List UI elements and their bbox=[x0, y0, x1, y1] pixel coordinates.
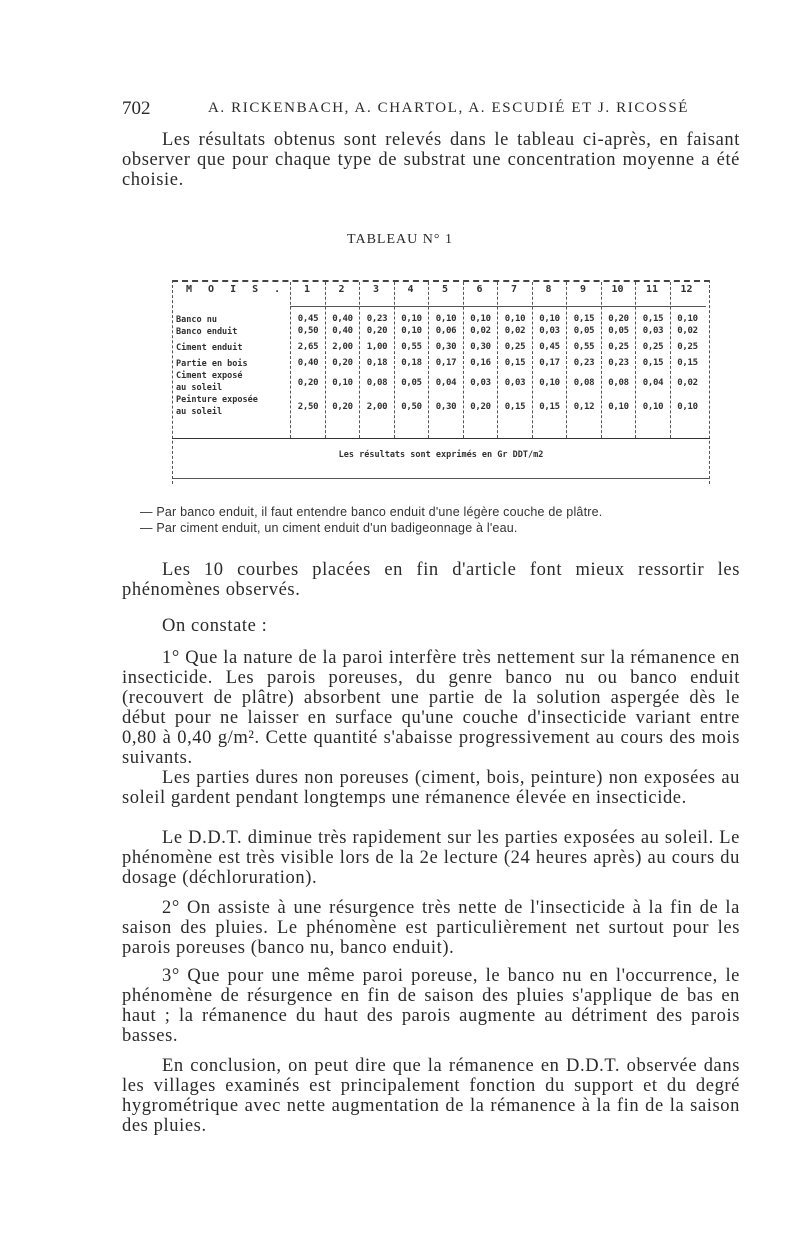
value-cell: 0,15 bbox=[677, 358, 698, 368]
value-cell: 0,04 bbox=[435, 378, 457, 388]
value-cell: 0,40 bbox=[332, 326, 353, 336]
table-foot-rule bbox=[172, 438, 710, 439]
paragraph-on-constate: On constate : bbox=[162, 616, 268, 636]
row-label-line: Ciment enduit bbox=[176, 343, 243, 353]
value-cell: 2,00 bbox=[366, 402, 388, 412]
paragraph-hard-parts: Les parties dures non poreuses (ciment, bois, peinture) non exposées au soleil gardent pendant longtemps une rémanence élevée en insecticide. bbox=[122, 768, 740, 808]
value-cell: 0,25 bbox=[608, 342, 629, 352]
value-cell: 0,10 bbox=[539, 314, 560, 324]
value-cell: 0,02 bbox=[504, 326, 526, 336]
value-cell: 0,05 bbox=[401, 378, 422, 388]
value-cell: 0,17 bbox=[435, 358, 457, 368]
table-bottom-rule bbox=[172, 478, 710, 479]
value-cell: 0,15 bbox=[573, 314, 595, 324]
value-cell: 0,30 bbox=[435, 402, 457, 412]
value-cell: 2,50 bbox=[297, 402, 319, 412]
month-label-5: 5 bbox=[441, 284, 449, 295]
paragraph-conclusion: En conclusion, on peut dire que la rémanence en D.D.T. observée dans les villages examinés est principalement fonction du support et du degré hygrométrique avec nette augmentation de la rémanence à la fin de la saison des pluies. bbox=[122, 1056, 740, 1136]
value-cell: 0,30 bbox=[470, 342, 491, 352]
value-cell: 0,17 bbox=[539, 358, 560, 368]
value-cell: 0,55 bbox=[573, 342, 595, 352]
value-cell: 0,10 bbox=[677, 314, 698, 324]
value-cell: 0,10 bbox=[470, 314, 491, 324]
value-cell: 0,10 bbox=[401, 326, 422, 336]
value-cell: 0,16 bbox=[470, 358, 491, 368]
paragraph-ddt-sun: Le D.D.T. diminue très rapidement sur les parties exposées au soleil. Le phénomène est très visible lors de la 2e lecture (24 heures après) au cours du dosage (déchloruration). bbox=[122, 828, 740, 888]
value-cell: 0,20 bbox=[332, 358, 353, 368]
month-label-2: 2 bbox=[338, 284, 345, 295]
value-cell: 1,00 bbox=[366, 342, 388, 352]
month-label-6: 6 bbox=[476, 284, 483, 295]
value-cell: 2,65 bbox=[297, 342, 319, 352]
month-label-11: 11 bbox=[645, 284, 659, 295]
value-cell: 0,18 bbox=[401, 358, 422, 368]
row-label-line: Peinture exposée bbox=[176, 395, 258, 405]
value-cell: 0,15 bbox=[642, 314, 664, 324]
row-label bbox=[176, 342, 243, 354]
row-label bbox=[176, 358, 248, 370]
value-cell: 0,20 bbox=[608, 314, 629, 324]
month-label-8: 8 bbox=[545, 284, 552, 295]
value-cell: 0,02 bbox=[470, 326, 491, 336]
table-top-border bbox=[172, 280, 710, 282]
value-cell: 0,40 bbox=[332, 314, 353, 324]
value-cell: 0,20 bbox=[366, 326, 388, 336]
value-cell: 0,20 bbox=[470, 402, 491, 412]
value-cell: 0,03 bbox=[504, 378, 526, 388]
value-cell: 0,03 bbox=[539, 326, 560, 336]
value-cell: 2,00 bbox=[332, 342, 353, 352]
page-number: 702 bbox=[122, 98, 151, 119]
value-cell: 0,10 bbox=[435, 314, 457, 324]
value-cell: 0,40 bbox=[297, 358, 319, 368]
value-cell: 0,20 bbox=[332, 402, 353, 412]
value-cell: 0,45 bbox=[539, 342, 560, 352]
value-cell: 0,05 bbox=[573, 326, 595, 336]
month-label-7: 7 bbox=[510, 284, 518, 295]
authors-header: A. RICKENBACH, A. CHARTOL, A. ESCUDIÉ ET J. RICOSSÉ bbox=[208, 100, 690, 116]
value-cell: 0,08 bbox=[366, 378, 388, 388]
value-cell: 0,15 bbox=[504, 402, 526, 412]
month-label-9: 9 bbox=[579, 284, 587, 295]
value-cell: 0,45 bbox=[297, 314, 319, 324]
value-cell: 0,25 bbox=[504, 342, 526, 352]
month-label-3: 3 bbox=[372, 284, 380, 295]
value-cell: 0,50 bbox=[401, 402, 422, 412]
paragraph-point-3: 3° Que pour une même paroi poreuse, le banco nu en l'occurrence, le phénomène de résurgence en fin de saison des pluies s'applique de bas en haut ; la rémanence du haut des parois augmente au détriment des parois basses. bbox=[122, 966, 740, 1046]
value-cell: 0,03 bbox=[642, 326, 664, 336]
row-label bbox=[176, 394, 258, 418]
value-cell: 0,10 bbox=[332, 378, 353, 388]
table-unit-note: Les résultats sont exprimés en Gr DDT/m2 bbox=[338, 450, 544, 460]
table-header-rule bbox=[290, 306, 706, 307]
month-label-1: 1 bbox=[303, 284, 311, 295]
value-cell: 0,15 bbox=[504, 358, 526, 368]
value-cell: 0,23 bbox=[366, 314, 388, 324]
paragraph-curves: Les 10 courbes placées en fin d'article font mieux ressortir les phénomènes observés. bbox=[122, 560, 740, 600]
value-cell: 0,03 bbox=[470, 378, 491, 388]
value-cell: 0,20 bbox=[297, 378, 319, 388]
running-header bbox=[122, 98, 742, 120]
value-cell: 0,08 bbox=[608, 378, 629, 388]
table-caption: TABLEAU N° 1 bbox=[347, 232, 453, 247]
month-label-4: 4 bbox=[407, 284, 414, 295]
value-cell: 0,25 bbox=[642, 342, 664, 352]
row-label bbox=[176, 326, 237, 338]
row-label-line: Partie en bois bbox=[176, 359, 248, 369]
row-label-line: Banco nu bbox=[176, 315, 217, 325]
value-cell: 0,10 bbox=[401, 314, 422, 324]
intro-paragraph: Les résultats obtenus sont relevés dans le tableau ci-après, en faisant observer que pour chaque type de substrat une concentration moyenne a été choisie. bbox=[122, 130, 740, 190]
value-cell: 0,04 bbox=[642, 378, 664, 388]
row-label-line: au soleil bbox=[176, 383, 223, 393]
footnote-ciment: — Par ciment enduit, un ciment enduit d'un badigeonnage à l'eau. bbox=[140, 521, 518, 535]
row-label-line: au soleil bbox=[176, 407, 223, 417]
value-cell: 0,15 bbox=[642, 358, 664, 368]
value-cell: 0,18 bbox=[366, 358, 388, 368]
paragraph-point-1: 1° Que la nature de la paroi interfère très nettement sur la rémanence en insecticide. Les parois poreuses, du genre banco nu ou banco enduit (recouvert de plâtre) absorbent une partie de la solution aspergée dès le début pour ne laisser en surface qu'une couche d'insecticide variant entre 0,80 à 0,40 g/m². Cette quantité s'abaisse progressivement au cours des mois suivants. bbox=[122, 648, 740, 768]
value-cell: 0,10 bbox=[642, 402, 664, 412]
results-table bbox=[172, 270, 710, 484]
month-label-10: 10 bbox=[611, 284, 624, 295]
paragraph-point-2: 2° On assiste à une résurgence très nette de l'insecticide à la fin de la saison des pluies. Le phénomène est particulièrement net surtout pour les parois poreuses (banco nu, banco enduit). bbox=[122, 898, 740, 958]
value-cell: 0,10 bbox=[677, 402, 698, 412]
footnote-banco: — Par banco enduit, il faut entendre banco enduit d'une légère couche de plâtre. bbox=[140, 505, 603, 519]
row-label-line: Ciment exposé bbox=[176, 371, 243, 381]
value-cell: 0,55 bbox=[401, 342, 422, 352]
value-cell: 0,06 bbox=[435, 326, 457, 336]
row-label bbox=[176, 314, 217, 326]
row-label bbox=[176, 370, 243, 394]
value-cell: 0,02 bbox=[677, 378, 698, 388]
value-cell: 0,23 bbox=[573, 358, 595, 368]
month-label-12: 12 bbox=[680, 284, 693, 295]
value-cell: 0,15 bbox=[539, 402, 560, 412]
value-cell: 0,02 bbox=[677, 326, 698, 336]
value-cell: 0,12 bbox=[573, 402, 595, 412]
month-header: M O I S . bbox=[186, 284, 286, 295]
value-cell: 0,10 bbox=[504, 314, 526, 324]
row-label-line: Banco enduit bbox=[176, 327, 238, 337]
value-cell: 0,10 bbox=[608, 402, 629, 412]
value-cell: 0,08 bbox=[573, 378, 595, 388]
value-cell: 0,30 bbox=[435, 342, 457, 352]
value-cell: 0,50 bbox=[297, 326, 319, 336]
value-cell: 0,25 bbox=[677, 342, 698, 352]
value-cell: 0,10 bbox=[539, 378, 560, 388]
value-cell: 0,05 bbox=[608, 326, 629, 336]
value-cell: 0,23 bbox=[608, 358, 629, 368]
